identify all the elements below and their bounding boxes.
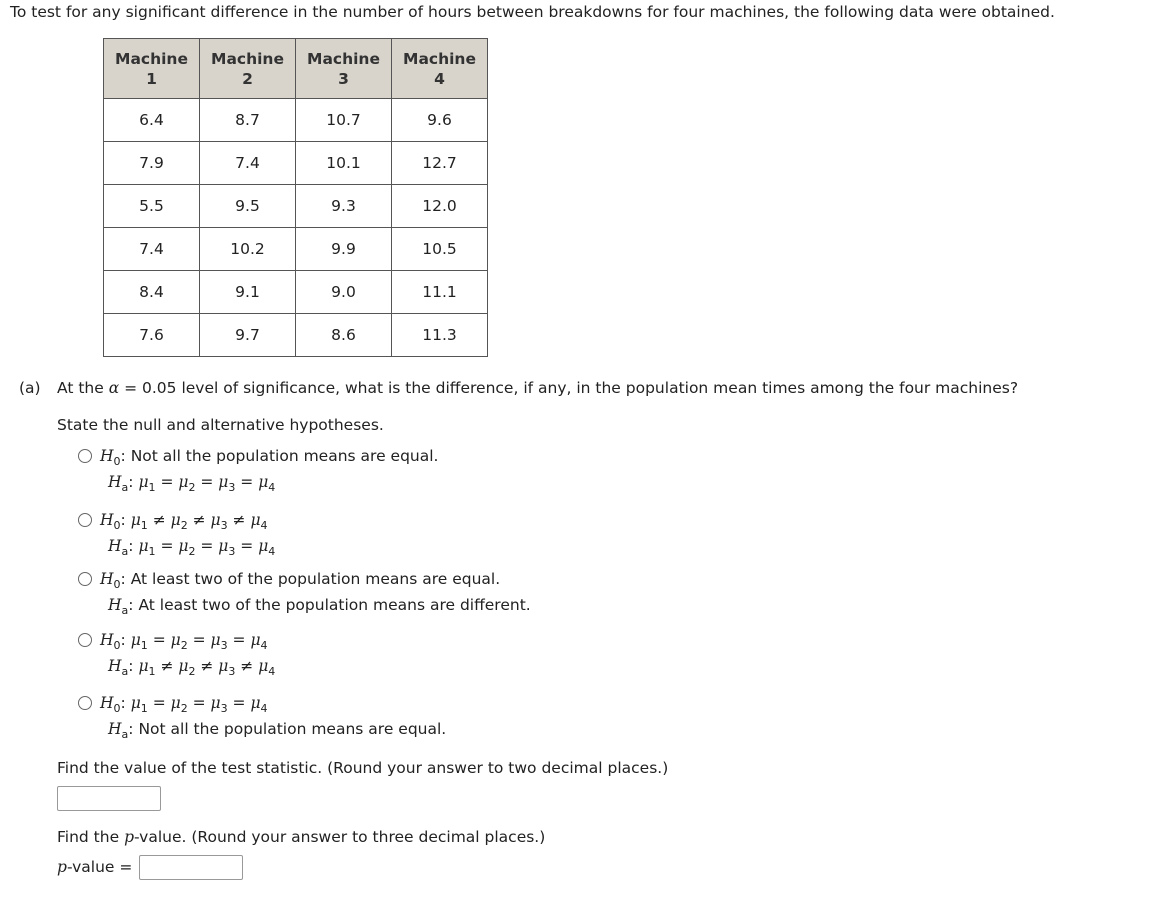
pvalue-prompt: Find the p-value. (Round your answer to three decimal places.) (57, 828, 546, 846)
table-cell: 9.9 (296, 228, 392, 271)
table-row (104, 314, 488, 357)
test-statistic-prompt: Find the value of the test statistic. (Round your answer to two decimal places.) (57, 759, 669, 777)
radio-button[interactable] (78, 572, 92, 586)
table-cell: 8.4 (104, 271, 200, 314)
table-cell: 10.5 (392, 228, 488, 271)
radio-button[interactable] (78, 449, 92, 463)
header-machine-1: Machine 1 (104, 39, 200, 99)
test-statistic-input[interactable] (57, 786, 161, 811)
part-a-question: (a) At the α = 0.05 level of significance, what is the difference, if any, in the population mean times among the four machines? (19, 379, 1019, 397)
header-machine-3: Machine 3 (296, 39, 392, 99)
radio-button[interactable] (78, 696, 92, 710)
problem-intro: To test for any significant difference in the number of hours between breakdowns for four machines, the following data were obtained. (10, 3, 1055, 21)
table-row (104, 228, 488, 271)
pvalue-label: p-value = (57, 858, 133, 876)
table-cell: 10.1 (296, 142, 392, 185)
table-cell: 7.4 (200, 142, 296, 185)
table-cell: 12.0 (392, 185, 488, 228)
table-cell: 5.5 (104, 185, 200, 228)
table-cell: 12.7 (392, 142, 488, 185)
table-cell: 8.6 (296, 314, 392, 357)
table-cell: 7.6 (104, 314, 200, 357)
hypothesis-option-1[interactable]: $H_0$: Not all the population means are equal. $H_a$: $\mu_1 = \mu_2 = \mu_3 = \mu_4$ (78, 443, 438, 495)
radio-button[interactable] (78, 633, 92, 647)
table-row (104, 271, 488, 314)
hypothesis-option-5[interactable]: $H_0$: $\mu_1 = \mu_2 = \mu_3 = \mu_4$ $H_a$: Not all the population means are equal. (78, 690, 446, 742)
table-cell: 11.1 (392, 271, 488, 314)
table-cell: 11.3 (392, 314, 488, 357)
table-cell: 9.0 (296, 271, 392, 314)
table-cell: 8.7 (200, 99, 296, 142)
header-machine-2: Machine 2 (200, 39, 296, 99)
part-label: (a) (19, 379, 41, 397)
table-cell: 9.6 (392, 99, 488, 142)
table-cell: 9.5 (200, 185, 296, 228)
table-cell: 6.4 (104, 99, 200, 142)
radio-button[interactable] (78, 513, 92, 527)
table-header-row (104, 39, 488, 99)
hypothesis-option-4[interactable]: $H_0$: $\mu_1 = \mu_2 = \mu_3 = \mu_4$ $H_a$: $\mu_1 \ne \mu_2 \ne \mu_3 \ne \mu_4$ (78, 627, 275, 679)
table-cell: 7.4 (104, 228, 200, 271)
hypothesis-option-3[interactable]: $H_0$: At least two of the population means are equal. $H_a$: At least two of the population means are different. (78, 566, 531, 618)
alpha-symbol: α (108, 379, 120, 397)
table-cell: 9.1 (200, 271, 296, 314)
table-cell: 9.7 (200, 314, 296, 357)
hypothesis-option-2[interactable]: $H_0$: $\mu_1 \ne \mu_2 \ne \mu_3 \ne \mu_4$ $H_a$: $\mu_1 = \mu_2 = \mu_3 = \mu_4$ (78, 507, 275, 559)
table-cell: 7.9 (104, 142, 200, 185)
header-machine-4: Machine 4 (392, 39, 488, 99)
table-row (104, 185, 488, 228)
machine-data-table (103, 38, 488, 357)
table-cell: 10.7 (296, 99, 392, 142)
table-cell: 10.2 (200, 228, 296, 271)
hypotheses-prompt: State the null and alternative hypotheses. (57, 416, 384, 434)
table-row (104, 99, 488, 142)
table-row (104, 142, 488, 185)
table-cell: 9.3 (296, 185, 392, 228)
pvalue-input[interactable] (139, 855, 243, 880)
